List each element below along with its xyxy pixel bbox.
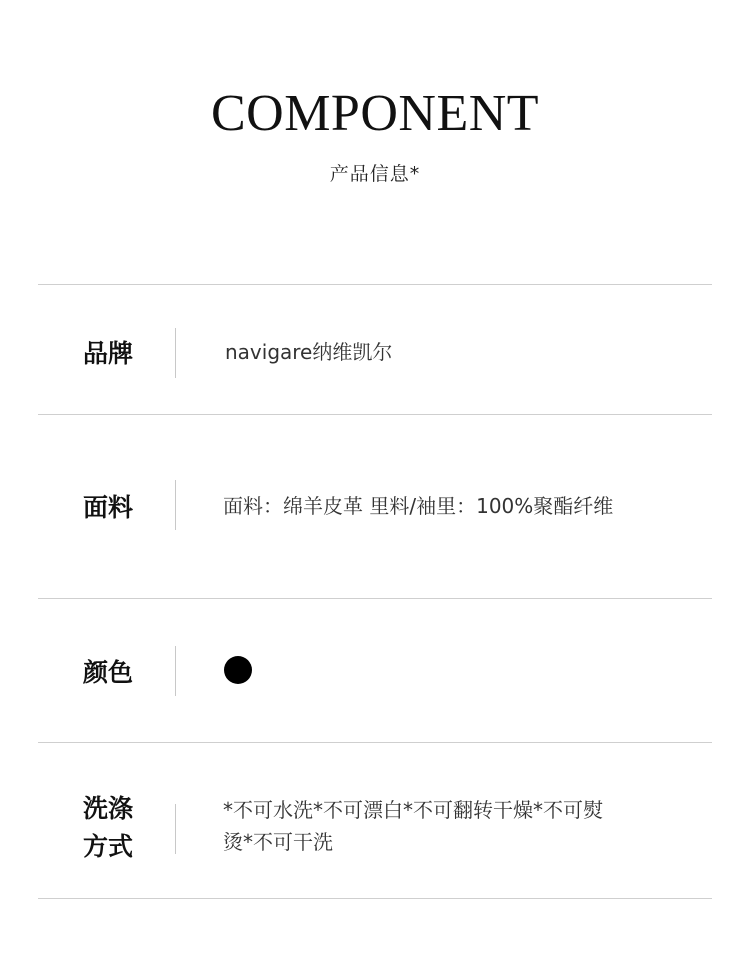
- brand-label: 品牌: [82, 339, 133, 368]
- color-swatch: [224, 656, 252, 684]
- divider: [38, 284, 712, 285]
- divider: [38, 742, 712, 743]
- divider: [38, 414, 712, 415]
- washing-value-line2: 烫*不可干洗: [223, 830, 333, 854]
- brand-value: navigare纳维凯尔: [225, 340, 393, 364]
- page-subtitle: 产品信息*: [329, 163, 421, 185]
- fabric-value: 面料：绵羊皮革 里料/袖里：100%聚酯纤维: [223, 494, 614, 518]
- divider: [38, 898, 712, 899]
- divider: [38, 598, 712, 599]
- row-separator: [175, 328, 176, 378]
- washing-value: [223, 794, 693, 858]
- fabric-label: 面料: [82, 493, 133, 522]
- page-title: COMPONENT: [210, 85, 540, 142]
- row-separator: [175, 804, 176, 854]
- row-separator: [175, 646, 176, 696]
- washing-label: [60, 790, 156, 866]
- row-separator: [175, 480, 176, 530]
- color-label: 颜色: [82, 658, 133, 687]
- washing-label-line1: 洗涤: [82, 794, 133, 823]
- washing-label-line2: 方式: [82, 832, 133, 861]
- washing-value-line1: *不可水洗*不可漂白*不可翻转干燥*不可熨: [223, 798, 603, 822]
